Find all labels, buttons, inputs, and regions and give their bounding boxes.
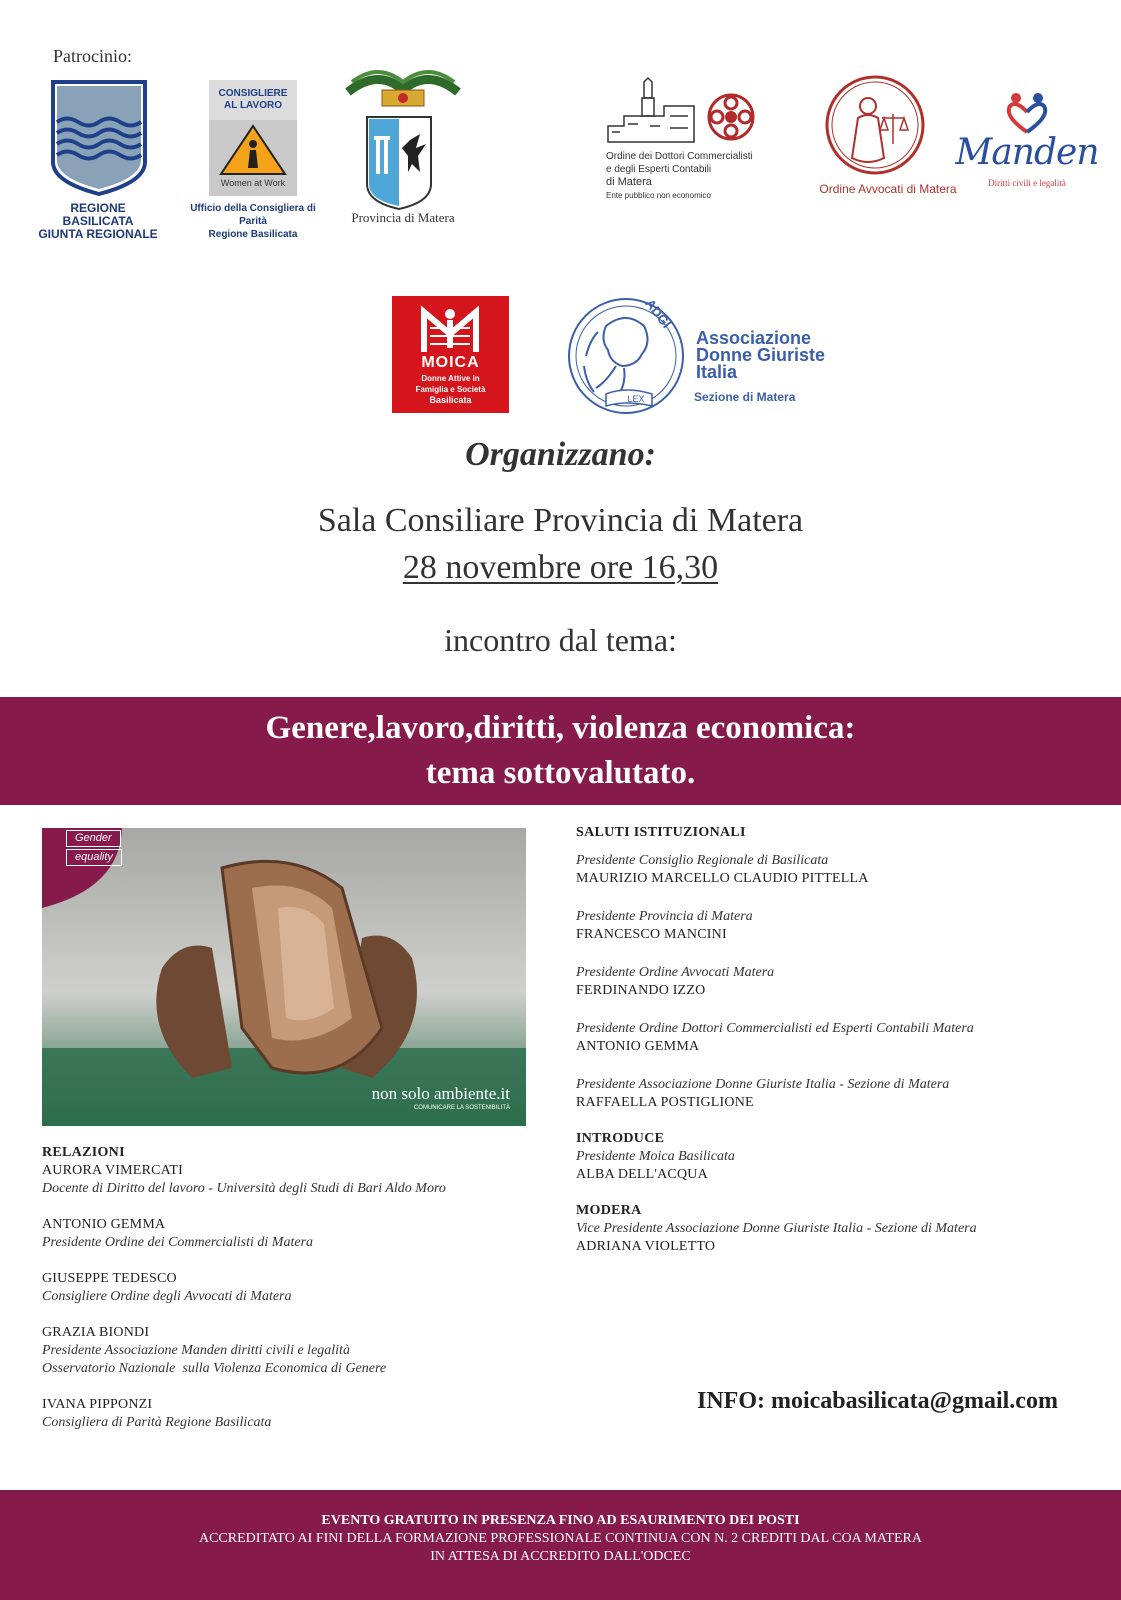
relazione-role: Osservatorio Nazionale sulla Violenza Economica di Genere bbox=[42, 1361, 387, 1376]
event-datetime-text: 28 novembre ore 16,30 bbox=[402, 549, 719, 586]
relazione-name: GIUSEPPE TEDESCO bbox=[42, 1271, 177, 1286]
footer-line1: EVENTO GRATUITO IN PRESENZA FINO AD ESAURIMENTO DEI POSTI bbox=[321, 1513, 800, 1528]
relazione-role: Consigliera di Parità Regione Basilicata bbox=[42, 1415, 272, 1430]
wallet-hands-image bbox=[42, 828, 526, 1126]
relazioni-section bbox=[42, 1144, 542, 1432]
odcec-caption-line1: Ordine dei Dottori Commercialisti bbox=[606, 151, 753, 162]
gender-tag-line2: equality bbox=[66, 849, 122, 866]
adgi-logo bbox=[566, 296, 856, 418]
regione-shield-icon bbox=[40, 78, 156, 196]
title-line2: tema sottovalutato. bbox=[425, 755, 696, 791]
consigliere-caption-line2: Regione Basilicata bbox=[208, 229, 298, 240]
regione-basilicata-logo bbox=[38, 78, 158, 241]
provincia-caption: Provincia di Matera bbox=[351, 210, 455, 225]
modera-name: ADRIANA VIOLETTO bbox=[576, 1239, 716, 1254]
saluti-title: SALUTI ISTITUZIONALI bbox=[576, 825, 746, 840]
relazione-item bbox=[42, 1162, 542, 1198]
avvocati-caption: Ordine Avvocati di Matera bbox=[819, 182, 957, 196]
info-email[interactable]: INFO: moicabasilicata@gmail.com bbox=[697, 1388, 1058, 1414]
moica-line1: Donne Attive in bbox=[421, 374, 480, 383]
consigliere-badge-line1: CONSIGLIERE bbox=[218, 88, 288, 99]
modera-title: MODERA bbox=[576, 1203, 642, 1218]
consigliere-lavoro-logo bbox=[180, 80, 326, 240]
relazione-item bbox=[42, 1270, 542, 1306]
consigliere-badge bbox=[209, 80, 297, 196]
wallet-photo bbox=[42, 828, 526, 1126]
saluto-item bbox=[576, 1020, 1096, 1056]
moica-line3: Basilicata bbox=[429, 395, 472, 405]
title-line1: Genere,lavoro,diritti, violenza economica: bbox=[265, 710, 856, 746]
modera-block bbox=[576, 1202, 1096, 1256]
saluto-role: Presidente Ordine Avvocati Matera bbox=[576, 965, 775, 980]
footer-line3: IN ATTESA DI ACCREDITO DALL'ODCEC bbox=[430, 1549, 691, 1564]
adgi-book-label: LEX bbox=[627, 394, 645, 404]
justice-medallion-icon bbox=[824, 74, 926, 176]
relazioni-title: RELAZIONI bbox=[42, 1145, 125, 1160]
odcec-rosette-icon bbox=[706, 92, 756, 142]
saluti-section bbox=[576, 824, 1096, 1256]
organizzano-heading: Organizzano: bbox=[465, 436, 656, 473]
adgi-acronym: ADGI bbox=[642, 296, 675, 331]
provincia-matera-logo bbox=[338, 62, 468, 238]
moica-logo bbox=[392, 296, 509, 413]
saluto-item bbox=[576, 964, 1096, 1000]
introduce-block bbox=[576, 1130, 1096, 1184]
saluto-role: Presidente Provincia di Matera bbox=[576, 909, 753, 924]
adgi-line4: Sezione di Matera bbox=[694, 390, 796, 404]
gender-tag bbox=[66, 830, 122, 866]
relazione-name: AURORA VIMERCATI bbox=[42, 1163, 184, 1178]
warning-sign-icon bbox=[209, 122, 297, 178]
ordine-avvocati-logo bbox=[800, 74, 957, 204]
saluto-item bbox=[576, 852, 1096, 888]
venue-text: Sala Consiliare Provincia di Matera bbox=[317, 502, 804, 539]
footer-banner bbox=[0, 1490, 1121, 1600]
saluto-item bbox=[576, 1076, 1096, 1112]
saluto-name: FRANCESCO MANCINI bbox=[576, 927, 727, 942]
manden-name: Manden bbox=[955, 132, 1099, 173]
relazione-item bbox=[42, 1324, 542, 1378]
adgi-line2: Donne Giuriste bbox=[696, 345, 826, 365]
photo-watermark: non solo ambiente.it bbox=[371, 1084, 510, 1103]
consigliere-tag: Women at Work bbox=[220, 178, 286, 188]
consigliere-badge-line2: AL LAVORO bbox=[224, 100, 282, 111]
relazione-role: Consigliere Ordine degli Avvocati di Matera bbox=[42, 1289, 292, 1304]
odcec-caption-line2: e degli Esperti Contabili bbox=[606, 164, 712, 175]
saluto-name: FERDINANDO IZZO bbox=[576, 983, 706, 998]
manden-heart-icon bbox=[1002, 90, 1052, 136]
regione-caption-line1: REGIONE BASILICATA bbox=[62, 201, 134, 228]
theme-intro: incontro dal tema: bbox=[444, 622, 677, 658]
manden-logo bbox=[952, 90, 1102, 200]
relazione-name: ANTONIO GEMMA bbox=[42, 1217, 166, 1232]
moica-line2: Famiglia e Società bbox=[415, 385, 486, 394]
moica-name: MOICA bbox=[421, 354, 480, 371]
saluto-role: Presidente Ordine Dottori Commercialisti ed Esperti Contabili Matera bbox=[576, 1021, 974, 1036]
matera-skyline-icon bbox=[604, 76, 704, 146]
adgi-line1: Associazione bbox=[696, 328, 812, 348]
patrocinio-label: Patrocinio: bbox=[53, 46, 132, 66]
event-datetime bbox=[0, 549, 1121, 587]
relazione-item bbox=[42, 1216, 542, 1252]
saluto-role: Presidente Associazione Donne Giuriste Italia - Sezione di Matera bbox=[576, 1077, 950, 1092]
modera-role: Vice Presidente Associazione Donne Giuriste Italia - Sezione di Matera bbox=[576, 1221, 977, 1236]
provincia-shield-icon bbox=[364, 114, 434, 212]
saluto-item bbox=[576, 908, 1096, 944]
relazione-name: GRAZIA BIONDI bbox=[42, 1325, 150, 1340]
relazione-role: Docente di Diritto del lavoro - Università degli Studi di Bari Aldo Moro bbox=[42, 1181, 446, 1196]
consigliere-caption-line1: Ufficio della Consigliera di Parità bbox=[190, 203, 316, 227]
manden-tagline: Diritti civili e legalità bbox=[988, 178, 1066, 188]
odcec-matera-logo bbox=[604, 76, 772, 206]
saluto-name: MAURIZIO MARCELLO CLAUDIO PITTELLA bbox=[576, 871, 869, 886]
title-banner bbox=[0, 697, 1121, 805]
introduce-role: Presidente Moica Basilicata bbox=[576, 1149, 735, 1164]
odcec-caption-line4: Ente pubblico non economico bbox=[606, 191, 711, 200]
gender-tag-line1: Gender bbox=[66, 830, 121, 847]
adgi-line3: Italia bbox=[696, 362, 738, 382]
relazione-role: Presidente Associazione Manden diritti civili e legalità bbox=[42, 1343, 350, 1358]
photo-watermark-sub: COMUNICARE LA SOSTENIBILITÀ bbox=[413, 1105, 510, 1111]
introduce-name: ALBA DELL'ACQUA bbox=[576, 1167, 708, 1182]
relazione-role: Presidente Ordine dei Commercialisti di Matera bbox=[42, 1235, 314, 1250]
regione-caption-line2: GIUNTA REGIONALE bbox=[38, 227, 158, 241]
odcec-caption-line3: di Matera bbox=[606, 176, 652, 188]
footer-line2: ACCREDITATO AI FINI DELLA FORMAZIONE PROFESSIONALE CONTINUA CON N. 2 CREDITI DAL COA MATERA bbox=[198, 1531, 922, 1546]
saluto-role: Presidente Consiglio Regionale di Basilicata bbox=[576, 853, 829, 868]
introduce-title: INTRODUCE bbox=[576, 1131, 665, 1146]
relazione-name: IVANA PIPPONZI bbox=[42, 1397, 153, 1412]
moica-symbol-icon bbox=[420, 304, 480, 354]
crown-wreath-icon bbox=[338, 62, 468, 114]
saluto-name: RAFFAELLA POSTIGLIONE bbox=[576, 1095, 754, 1110]
saluto-name: ANTONIO GEMMA bbox=[576, 1039, 700, 1054]
relazione-item bbox=[42, 1396, 542, 1432]
